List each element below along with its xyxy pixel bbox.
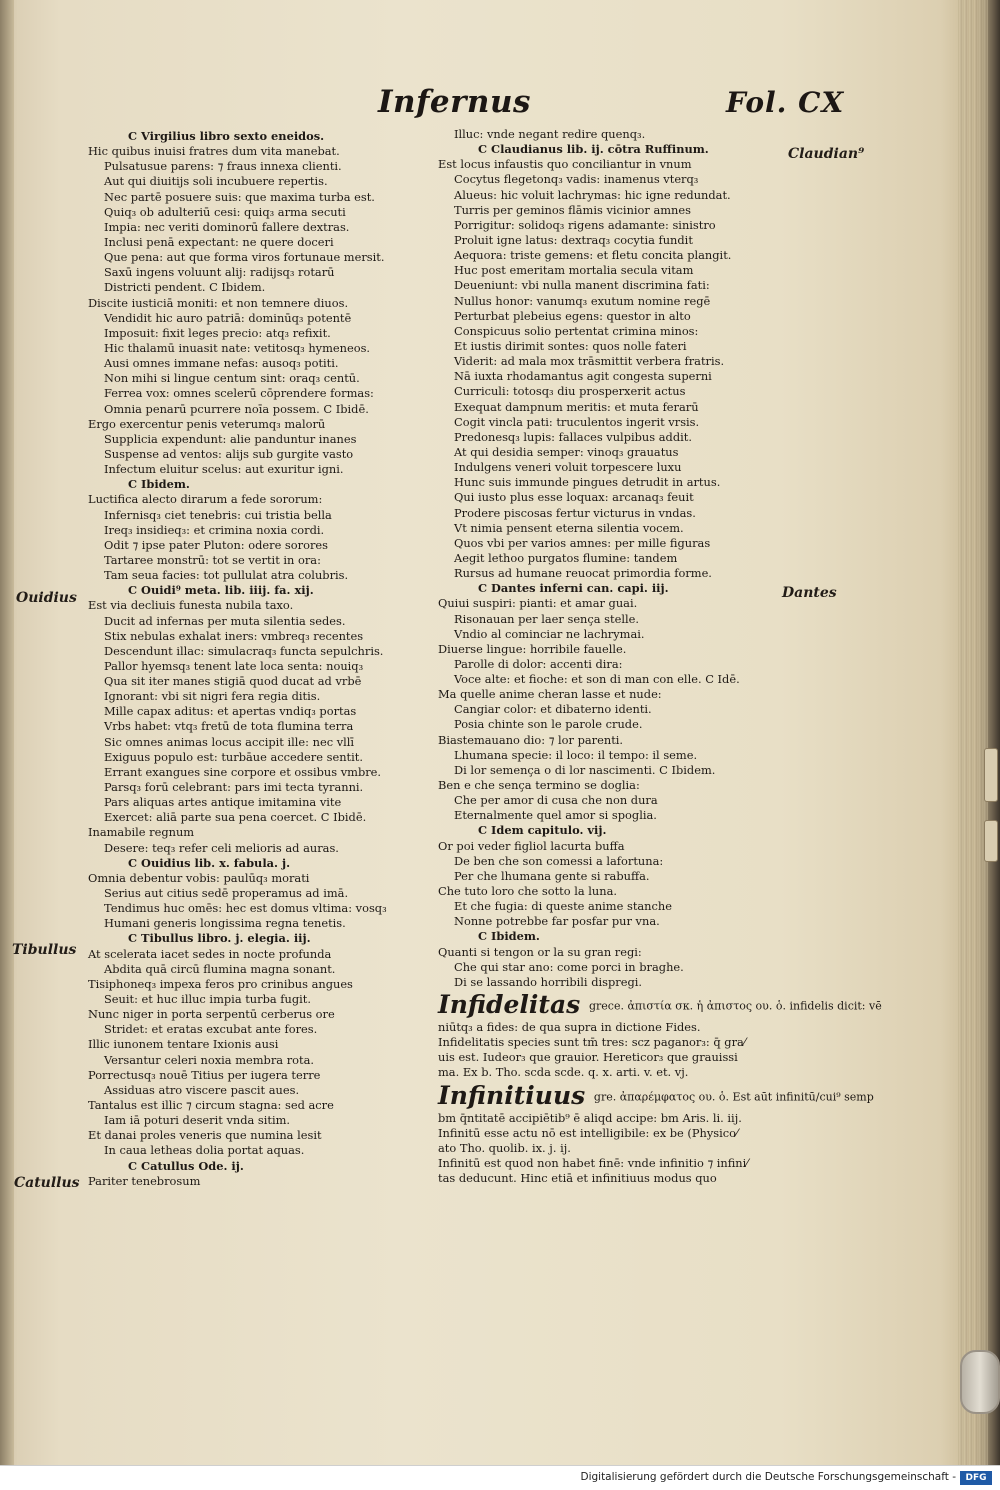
footer-bar	[0, 1465, 1000, 1490]
text-line: Qua sit iter manes stigiā quod ducat ad vrbē	[104, 674, 362, 689]
margin-note-tibullus: Tibullus	[12, 942, 77, 958]
text-line: Lhumana specie: il loco: il tempo: il seme.	[454, 747, 698, 762]
text-line: Pariter tenebrosum	[88, 1173, 201, 1188]
text-line: Impia: nec veriti dominorū fallere dextras.	[104, 219, 350, 234]
text-line: Abdita quā circū flumina magna sonant.	[104, 961, 336, 976]
section-heading: C Virgilius libro sexto eneidos.	[128, 129, 325, 143]
text-line: Descendunt illac: simulacraq₃ functa sepulchris.	[104, 643, 384, 658]
text-line: At qui desidia semper: vinoq₃ grauatus	[454, 444, 679, 459]
index-tab	[984, 820, 998, 862]
text-line: Per che lhumana gente si rabuffa.	[454, 868, 650, 883]
text-line: Hic thalamū inuasit nate: vetitosq₃ hymeneos.	[104, 340, 371, 355]
text-line: Nunc niger in porta serpentū cerberus ore	[88, 1007, 335, 1022]
margin-note-dantes: Dantes	[782, 585, 837, 601]
dictionary-entry-headword	[438, 990, 882, 1020]
text-line: Tendimus huc omēs: hec est domus vltima: vosq₃	[104, 901, 387, 916]
margin-note-catullus: Catullus	[14, 1175, 80, 1191]
section-heading: C Tibullus libro. j. elegia. iij.	[128, 931, 311, 946]
text-line: Cocytus flegetonq₃ vadis: inamenus vterq₃	[454, 172, 699, 187]
text-line: Et iustis dirimit sontes: quos nolle fateri	[454, 338, 687, 353]
text-line: Tisiphoneq₃ impexa feros pro crinibus angues	[88, 976, 353, 991]
text-line: Ma quelle anime cheran lasse et nude:	[438, 687, 662, 702]
text-line: Ben e che sença termino se doglia:	[438, 778, 640, 793]
text-line: Nonne potrebbe far posfar pur vna.	[454, 914, 660, 929]
page-gutter-shadow	[0, 0, 14, 1465]
headword: Infinitiuus	[438, 1080, 586, 1110]
text-line: Infidelitatis species sunt tm̄ tres: scz paganor₃: q̄ gra⁄	[438, 1035, 746, 1050]
text-line: Voce alte: et fioche: et son di man con elle. C Idē.	[454, 672, 740, 687]
text-line: Quanti si tengon or la su gran regi:	[438, 944, 642, 959]
running-title: Infernus	[378, 84, 531, 120]
text-line: Ausi omnes immane nefas: ausoq₃ potiti.	[104, 356, 339, 371]
text-line: Illuc: vnde negant redire quenq₃.	[454, 127, 646, 141]
text-line: Pallor hyemsq₃ tenent late loca senta: nouiq₃	[104, 658, 364, 673]
text-line: Odit ⁊ ipse pater Pluton: odere sorores	[104, 537, 328, 552]
text-line: Vt nimia pensent eterna silentia vocem.	[454, 520, 684, 535]
dfg-logo: DFG	[960, 1471, 992, 1485]
text-line: Deueniunt: vbi nulla manent discrimina fati:	[454, 278, 710, 293]
text-line: Conspicuus solio pertentat crimina minos:	[454, 323, 699, 338]
text-line: Tam seua facies: tot pullulat atra colubris.	[104, 568, 349, 583]
text-line: Tartaree monstrū: tot se vertit in ora:	[104, 552, 321, 567]
text-line: bm q̄ntitatē accipiētib⁹ ē aliqd accipe: bm Aris. li. iij.	[438, 1110, 742, 1125]
left-text-column	[88, 129, 433, 1189]
section-heading: C Ibidem.	[478, 929, 540, 944]
margin-note-ouidius: Ouidius	[16, 590, 77, 606]
text-line: Porrectusq₃ nouē Titius per iugera terre	[88, 1067, 321, 1082]
text-line: Parsq₃ forū celebrant: pars imi tecta tyranni.	[104, 780, 364, 795]
text-line: At scelerata iacet sedes in nocte profunda	[88, 946, 332, 961]
text-line: Assiduas atro viscere pascit aues.	[104, 1082, 300, 1097]
text-line: Vrbs habet: vtq₃ fretū de tota flumina terra	[104, 719, 354, 734]
text-line: Parolle di dolor: accenti dira:	[454, 656, 623, 671]
text-line: Infinitū est quod non habet finē: vnde infinitio ⁊ infini⁄	[438, 1156, 749, 1170]
index-tab	[984, 748, 998, 802]
section-heading: C Claudianus lib. ij. cōtra Ruffinum.	[478, 142, 709, 157]
text-line: Quiq₃ ob adulteriū cesi: quiq₃ arma secuti	[104, 204, 346, 219]
text-line: In caua letheas dolia portat aquas.	[104, 1143, 305, 1158]
text-line: Viderit: ad mala mox trāsmittit verbera fratris.	[454, 354, 725, 369]
section-heading: C Ibidem.	[128, 477, 190, 492]
text-line: Est via decliuis funesta nubila taxo.	[88, 598, 294, 613]
text-line: Et che fugia: di queste anime stanche	[454, 899, 672, 914]
text-line: Errant exangues sine corpore et ossibus vmbre.	[104, 764, 382, 779]
text-line: niūtq₃ a fides: de qua supra in dictione Fides.	[438, 1020, 701, 1035]
text-line: Quos vbi per varios amnes: per mille figuras	[454, 535, 711, 550]
text-line: Vendidit hic auro patriā: dominūq₃ potentē	[104, 310, 352, 325]
text-line: Aegit lethoo purgatos flumine: tandem	[454, 550, 678, 565]
text-line: Turris per geminos flāmis vicinior amnes	[454, 202, 691, 217]
text-line: Exequat dampnum meritis: et muta ferarū	[454, 399, 699, 414]
text-line: Ergo exercentur penis veterumq₃ malorū	[88, 416, 326, 431]
text-line: Exiguus populo est: turbāue accedere sentit.	[104, 749, 363, 764]
text-line: De ben che son comessi a lafortuna:	[454, 853, 664, 868]
text-line: ma. Ex b. Tho. scda scde. q. x. arti. v. et. vj.	[438, 1065, 689, 1080]
text-line: Or poi veder figliol lacurta buffa	[438, 838, 625, 853]
text-line: Hunc suis immunde pingues detrudit in artus.	[454, 475, 721, 490]
text-line: Serius aut citius sedē properamus ad imā.	[104, 886, 349, 901]
text-line: Proluit igne latus: dextraq₃ cocytia fundit	[454, 232, 693, 247]
text-line: Hic quibus inuisi fratres dum vita manebat.	[88, 144, 340, 159]
text-line: Illic iunonem tentare Ixionis ausi	[88, 1037, 279, 1052]
text-line: Ferrea vox: omnes scelerū cōprendere formas:	[104, 386, 374, 401]
text-line: Ducit ad infernas per muta silentia sedes.	[104, 613, 346, 628]
text-line: Suspense ad ventos: alijs sub gurgite vasto	[104, 446, 354, 461]
text-line: Porrigitur: solidoq₃ rigens adamante: sinistro	[454, 217, 716, 232]
folio-number: Fol. CX	[726, 86, 845, 119]
text-line: Risonauan per laer sença stelle.	[454, 611, 639, 626]
text-line: Nullus honor: vanumq₃ exutum nomine regē	[454, 293, 711, 308]
text-line: Di lor semença o di lor nascimenti. C Ibidem.	[454, 762, 716, 777]
text-line: Et danai proles veneris que numina lesit	[88, 1128, 322, 1143]
text-line: Sic omnes animas locus accipit ille: nec vllī	[104, 734, 355, 749]
text-line: Est locus infaustis quo conciliantur in vnum	[438, 157, 692, 172]
text-line: Posia chinte son le parole crude.	[454, 717, 643, 732]
text-line: Stridet: et eratas excubat ante fores.	[104, 1022, 318, 1037]
text-line: Biastemauano dio: ⁊ lor parenti.	[438, 732, 624, 747]
text-line: Alueus: hic voluit lachrymas: hic igne redundat.	[454, 187, 731, 202]
text-line: Nā iuxta rhodamantus agit congesta superni	[454, 369, 712, 384]
text-line: Eternalmente quel amor si spoglia.	[454, 808, 657, 823]
section-heading: C Catullus Ode. ij.	[128, 1158, 244, 1173]
text-line: Infinitū esse actu nō est intelligibile: ex be (Physico⁄	[438, 1125, 738, 1140]
text-line: Cangiar color: et dibaterno identi.	[454, 702, 652, 717]
dictionary-entry-headword	[438, 1080, 874, 1111]
text-line: tas deducunt. Hinc etiā et infinitiuus modus quo	[438, 1171, 717, 1186]
text-line: Discite iusticiā moniti: et non temnere diuos.	[88, 295, 349, 310]
text-line: Districti pendent. C Ibidem.	[104, 280, 266, 295]
text-line: Mille capax aditus: et apertas vndiq₃ portas	[104, 704, 357, 719]
text-line: Infectum eluitur scelus: aut exuritur igni.	[104, 462, 344, 477]
text-line: Di se lassando horribili dispregi.	[454, 974, 643, 989]
text-line: Pulsatusue parens: ⁊ fraus innexa clienti.	[104, 159, 342, 174]
funding-credit: Digitalisierung gefördert durch die Deutsche Forschungsgemeinschaft -	[580, 1471, 956, 1483]
text-line: Exercet: aliā parte sua pena coercet. C Ibidē.	[104, 810, 367, 825]
section-heading: C Dantes inferni can. capi. iij.	[478, 581, 669, 596]
section-heading: C Idem capitulo. vij.	[478, 823, 607, 838]
text-line: Curriculi: totosq₃ diu prosperxerit actus	[454, 384, 686, 399]
text-line: Luctifica alecto dirarum a fede sororum:	[88, 492, 323, 507]
text-line: Stix nebulas exhalat iners: vmbreq₃ recentes	[104, 628, 364, 643]
text-line: Che per amor di cusa che non dura	[454, 793, 658, 808]
text-line: Humani generis longissima regna tenetis.	[104, 916, 346, 931]
text-line: Diuerse lingue: horribile fauelle.	[438, 641, 627, 656]
text-line: Che tuto loro che sotto la luna.	[438, 884, 618, 899]
text-line: Indulgens veneri voluit torpescere luxu	[454, 460, 682, 475]
text-line: Quiui suspiri: pianti: et amar guai.	[438, 596, 638, 611]
text-line: Omnia penarū pcurrere noīa possem. C Ibidē.	[104, 401, 369, 416]
page-edge-stack	[958, 0, 988, 1465]
text-line: ato Tho. quolib. ix. j. ij.	[438, 1140, 571, 1155]
text-line: Ignorant: vbi sit nigri fera regia ditis.	[104, 689, 321, 704]
margin-note-claudian: Claudian⁹	[788, 146, 865, 162]
text-line: Supplicia expendunt: alie panduntur inanes	[104, 431, 357, 446]
text-line: Vndio al cominciar ne lachrymai.	[454, 626, 645, 641]
text-line: Rursus ad humane reuocat primordia forme.	[454, 566, 712, 581]
text-line: Aut qui diuitijs soli incubuere repertis.	[104, 174, 328, 189]
text-line: Perturbat plebeius egens: questor in alto	[454, 308, 691, 323]
text-line: Saxū ingens voluunt alij: radijsq₃ rotarū	[104, 265, 335, 280]
section-heading: C Ouidius lib. x. fabula. j.	[128, 855, 291, 870]
headword: Infidelitas	[438, 990, 581, 1020]
text-line: Seuit: et huc illuc impia turba fugit.	[104, 992, 311, 1007]
text-line: Que pena: aut que forma viros fortunaue mersit.	[104, 250, 385, 265]
text-line: Cogit vincla pati: truculentos ingerit vrsis.	[454, 414, 700, 429]
text-line: Ireq₃ insidieq₃: et crimina noxia cordi.	[104, 522, 325, 537]
text-line: Desere: teq₃ refer celi melioris ad auras.	[104, 840, 339, 855]
paper-clip	[960, 1350, 1000, 1414]
headword-gloss: gre. ἀπαρέμφατος ου. ὁ. Est aūt infinitū/cui⁹ semp	[593, 1090, 874, 1104]
text-line: Imposuit: fixit leges precio: atq₃ refixit.	[104, 325, 331, 340]
text-line: Nec partē posuere suis: que maxima turba est.	[104, 189, 375, 204]
text-line: Prodere piscosas fertur victurus in vndas.	[454, 505, 696, 520]
text-line: Aequora: triste gemens: et fletu concita plangit.	[454, 248, 732, 263]
text-line: uis est. Iudeor₃ que grauior. Hereticor₃ que grauissi	[438, 1050, 738, 1065]
text-line: Inclusi penā expectant: ne quere doceri	[104, 234, 334, 249]
text-line: Predonesq₃ lupis: fallaces vulpibus addit.	[454, 429, 692, 444]
text-line: Non mihi si lingue centum sint: oraq₃ centū.	[104, 371, 360, 386]
text-line: Versantur celeri noxia membra rota.	[104, 1052, 314, 1067]
text-line: Inamabile regnum	[88, 825, 195, 840]
text-line: Pars aliquas artes antique imitamina vite	[104, 795, 342, 810]
text-line: Infernisq₃ ciet tenebris: cui tristia bella	[104, 507, 332, 522]
text-line: Iam iā poturi deserit vnda sitim.	[104, 1113, 291, 1128]
text-line: Qui iusto plus esse loquax: arcanaq₃ feuit	[454, 490, 694, 505]
text-line: Che qui star ano: come porci in braghe.	[454, 959, 684, 974]
text-line: Huc post emeritam mortalia secula vitam	[454, 263, 694, 278]
headword-gloss: grece. ἀπιστία σκ. ἡ ἀπιστος ου. ὁ. infidelis dicit: vē	[588, 999, 882, 1013]
text-line: Omnia debentur vobis: paulūq₃ morati	[88, 870, 310, 885]
section-heading: C Ouidi⁹ meta. lib. iiij. fa. xij.	[128, 583, 314, 598]
text-line: Tantalus est illic ⁊ circum stagna: sed acre	[88, 1098, 334, 1112]
